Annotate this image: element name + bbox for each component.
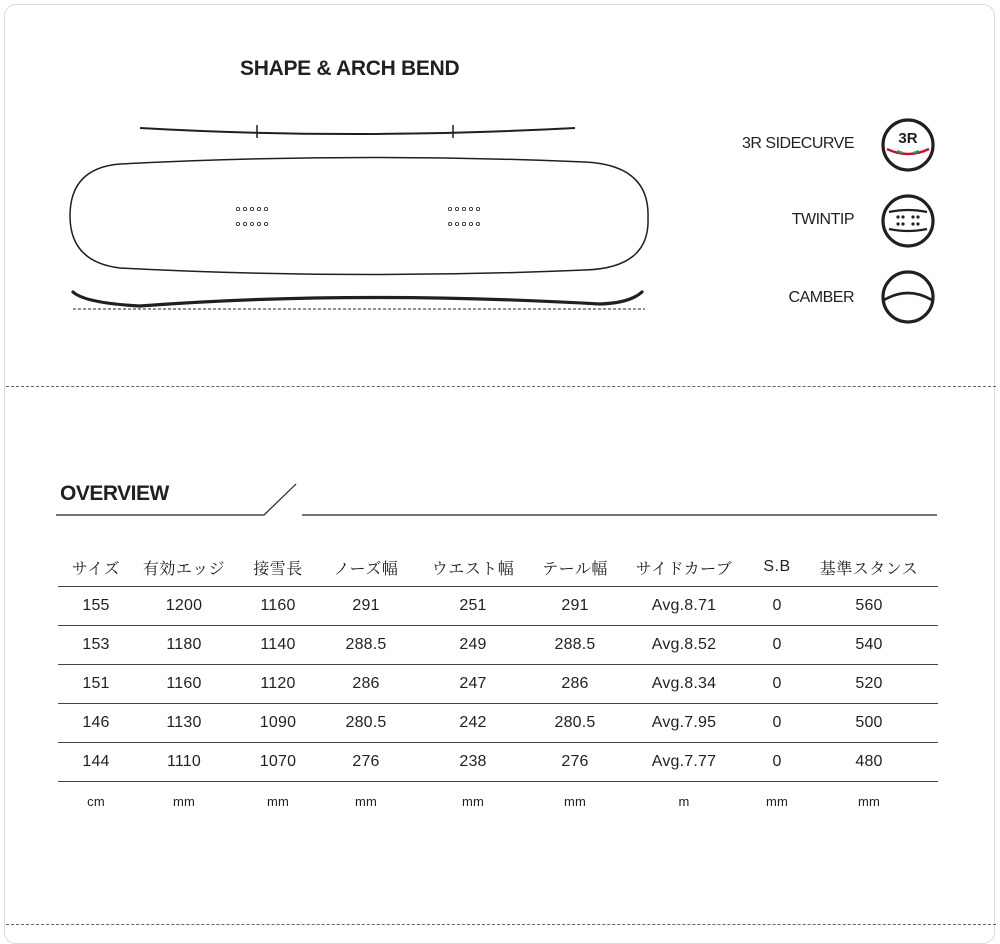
header-size: サイズ xyxy=(58,548,134,587)
table-row xyxy=(58,704,938,743)
table-cell: 1200 xyxy=(134,587,234,626)
table-cell: 146 xyxy=(58,704,134,743)
header-tail-width: テール幅 xyxy=(536,548,614,587)
unit-cell: mm xyxy=(461,793,485,809)
header-stance: 基準スタンス xyxy=(800,548,938,587)
unit-cell: mm xyxy=(266,793,290,809)
table-cell: 0 xyxy=(754,665,800,704)
table-cell: 560 xyxy=(800,587,938,626)
board-shape-diagram xyxy=(60,110,660,320)
table-row xyxy=(58,743,938,782)
table-cell: 280.5 xyxy=(322,704,410,743)
table-cell: 291 xyxy=(322,587,410,626)
table-cell: 276 xyxy=(322,743,410,782)
table-cell: 520 xyxy=(800,665,938,704)
table-cell: 151 xyxy=(58,665,134,704)
table-cell: 540 xyxy=(800,626,938,665)
table-cell: 1160 xyxy=(234,587,322,626)
table-cell: 249 xyxy=(410,626,536,665)
units-row xyxy=(58,782,938,821)
twintip-icon xyxy=(881,194,935,248)
table-cell: 286 xyxy=(322,665,410,704)
table-cell: Avg.8.52 xyxy=(614,626,754,665)
table-row xyxy=(58,665,938,704)
table-cell: Avg.7.95 xyxy=(614,704,754,743)
table-cell: 1130 xyxy=(134,704,234,743)
header-setback: S.B xyxy=(754,548,800,587)
table-cell: 286 xyxy=(536,665,614,704)
svg-text:3R: 3R xyxy=(898,130,918,147)
table-cell: Avg.8.34 xyxy=(614,665,754,704)
feature-label-camber: CAMBER xyxy=(788,289,854,306)
table-cell: 1110 xyxy=(134,743,234,782)
table-cell: 500 xyxy=(800,704,938,743)
table-cell: Avg.8.71 xyxy=(614,587,754,626)
feature-label-3r-sidecurve: 3R SIDECURVE xyxy=(742,135,854,152)
header-waist-width: ウエスト幅 xyxy=(410,548,536,587)
header-sidecurve: サイドカーブ xyxy=(614,548,754,587)
table-cell: 0 xyxy=(754,587,800,626)
unit-cell: m xyxy=(678,793,690,809)
table-cell: 480 xyxy=(800,743,938,782)
camber-icon xyxy=(881,270,935,324)
spec-header-row xyxy=(58,548,938,587)
unit-cell: mm xyxy=(857,793,881,809)
table-row xyxy=(58,587,938,626)
section-divider xyxy=(6,386,996,387)
header-nose-width: ノーズ幅 xyxy=(322,548,410,587)
feature-label-twintip: TWINTIP xyxy=(791,211,854,228)
table-cell: 144 xyxy=(58,743,134,782)
table-cell: 276 xyxy=(536,743,614,782)
table-cell: 238 xyxy=(410,743,536,782)
unit-cell: mm xyxy=(765,793,789,809)
table-cell: 288.5 xyxy=(322,626,410,665)
table-cell: 288.5 xyxy=(536,626,614,665)
table-cell: 242 xyxy=(410,704,536,743)
bottom-divider xyxy=(6,924,996,925)
table-cell: 1120 xyxy=(234,665,322,704)
shape-section-title: SHAPE & ARCH BEND xyxy=(240,57,460,80)
table-cell: 153 xyxy=(58,626,134,665)
table-cell: 1180 xyxy=(134,626,234,665)
header-effective-edge: 有効エッジ xyxy=(134,548,234,587)
table-cell: 0 xyxy=(754,704,800,743)
spec-table xyxy=(58,548,938,820)
table-cell: 291 xyxy=(536,587,614,626)
3r-sidecurve-icon xyxy=(881,118,935,172)
table-cell: 1140 xyxy=(234,626,322,665)
overview-title: OVERVIEW xyxy=(60,482,169,505)
table-cell: 1090 xyxy=(234,704,322,743)
unit-cell: cm xyxy=(87,793,105,809)
overview-title-rule xyxy=(56,480,946,520)
header-contact-length: 接雪長 xyxy=(234,548,322,587)
table-cell: Avg.7.77 xyxy=(614,743,754,782)
table-cell: 155 xyxy=(58,587,134,626)
table-cell: 0 xyxy=(754,743,800,782)
table-cell: 280.5 xyxy=(536,704,614,743)
table-row xyxy=(58,626,938,665)
table-cell: 1070 xyxy=(234,743,322,782)
unit-cell: mm xyxy=(354,793,378,809)
table-cell: 247 xyxy=(410,665,536,704)
unit-cell: mm xyxy=(172,793,196,809)
table-cell: 0 xyxy=(754,626,800,665)
unit-cell: mm xyxy=(563,793,587,809)
table-cell: 251 xyxy=(410,587,536,626)
table-cell: 1160 xyxy=(134,665,234,704)
